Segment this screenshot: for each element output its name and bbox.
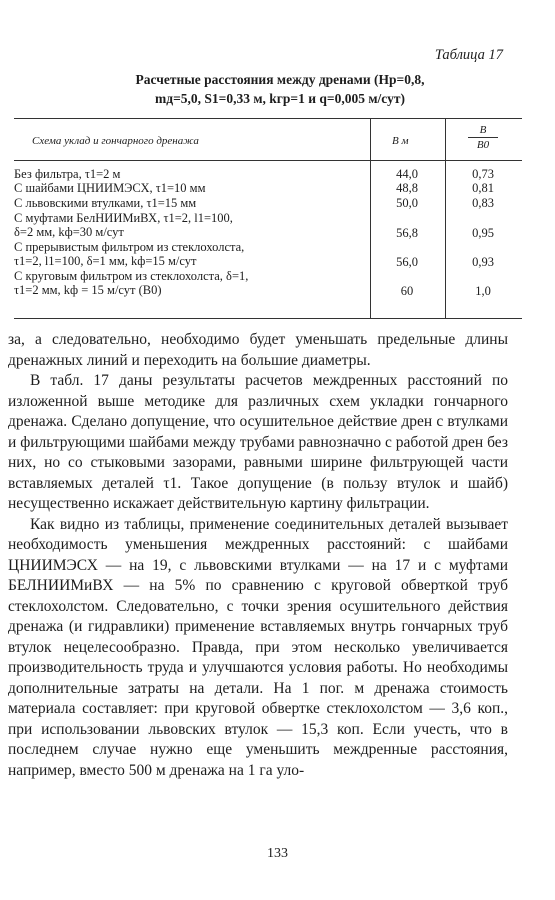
table-column-divider [370,118,371,318]
row-2-text: С шайбами ЦНИИМЭСХ, τ1=10 мм [14,181,206,195]
page-number: 133 [267,846,288,861]
table-row [14,196,354,210]
header-scheme: Схема уклад и гончарного дренажа [32,135,199,147]
table-row [14,167,354,181]
row-2-ratio: 0,81 [472,181,494,195]
row-2-b: 48,8 [396,181,418,195]
header-ratio-denominator: B0 [476,139,490,151]
row-4-b: 56,8 [396,226,418,240]
row-5-b: 56,0 [396,255,418,269]
row-1-text: Без фильтра, τ1=2 м [14,167,121,181]
row-5-text-line1: С прерывистым фильтром из стеклохолста, [14,240,245,254]
table-row [14,211,354,240]
paragraph-2: В табл. 17 даны результаты расчетов междренных расстояний по изложенной выше методике для различных схем укладки гончарного дренажа. Сделано допущение, что осушительное действие дрен с втулками и фильтрующими шайбами между трубами равнозначно с работой дрен без них, но со стыковыми зазорами, равными ширине фильтрующей части вставляемых деталей τ1. Такое допущение (в пользу втулок и шайб) несущественно искажает действительную картину фильтрации. [8,372,508,512]
paragraph-1: за, а следовательно, необходимо будет уменьшать предельные длины дренажных линий и переходить на большие диаметры. [8,331,508,369]
row-1-ratio: 0,73 [472,167,494,181]
row-3-ratio: 0,83 [472,196,494,210]
row-6-ratio: 1,0 [475,284,491,298]
table-bottom-rule [14,318,522,319]
row-4-ratio: 0,95 [472,226,494,240]
header-ratio-bar [468,137,498,138]
row-6-text-line1: С круговым фильтром из стеклохолста, δ=1, [14,269,249,283]
row-4-text-line2: δ=2 мм, kф=30 м/сут [14,225,124,240]
table-title-line2: mд=5,0, S1=0,33 м, kгр=1 и q=0,005 м/сут) [155,91,405,106]
row-3-b: 50,0 [396,196,418,210]
row-6-b: 60 [400,284,414,298]
table-column-divider [445,118,446,318]
row-3-text: С львовскими втулками, τ1=15 мм [14,196,197,210]
table-row [14,240,354,269]
table-title [70,70,490,108]
row-6-text-line2: τ1=2 мм, kф = 15 м/сут (B0) [14,283,162,298]
row-1-b: 44,0 [396,167,418,181]
header-b: B м [392,135,409,147]
table-row [14,269,354,298]
body-text [8,330,508,781]
header-ratio [468,124,498,151]
paragraph-3: Как видно из таблицы, применение соединительных деталей вызывает необходимость уменьшения междренных расстояний: с шайбами ЦНИИМЭСХ — на 19, с львовскими втулками — на 17 и с муфтами БЕЛНИИМиВХ — на 5% по сравнению с круговой обверткой труб стеклохолстом. Следовательно, с точки зрения осушительного действия дренажа (и гидравлики) применение вставляемых внутрь гончарных труб втулок нецелесообразно. Правда, при этом несколько увеличивается производительность труда и улучшаются условия работы. Но необходимы дополнительные затраты на детали. На 1 пог. м дренажа стоимость материала составляет: при круговой обвертке стеклохолстом — 3,6 коп., при использовании львовских втулок — 15,3 коп. Если учесть, что в последнем случае нужно еще уменьшить междренные расстояния, например, вместо 500 м дренажа на 1 га уло- [8,515,508,779]
table-row [14,181,354,195]
row-5-ratio: 0,93 [472,255,494,269]
header-ratio-numerator: B [479,124,487,136]
table-header-rule [14,160,522,161]
table-label: Таблица 17 [434,47,503,63]
table-title-line1: Расчетные расстояния между дренами (Hр=0,8, [135,72,425,87]
row-5-text-line2: τ1=2, l1=100, δ=1 мм, kф=15 м/сут [14,254,197,269]
row-4-text-line1: С муфтами БелНИИМиВХ, τ1=2, l1=100, [14,211,233,225]
